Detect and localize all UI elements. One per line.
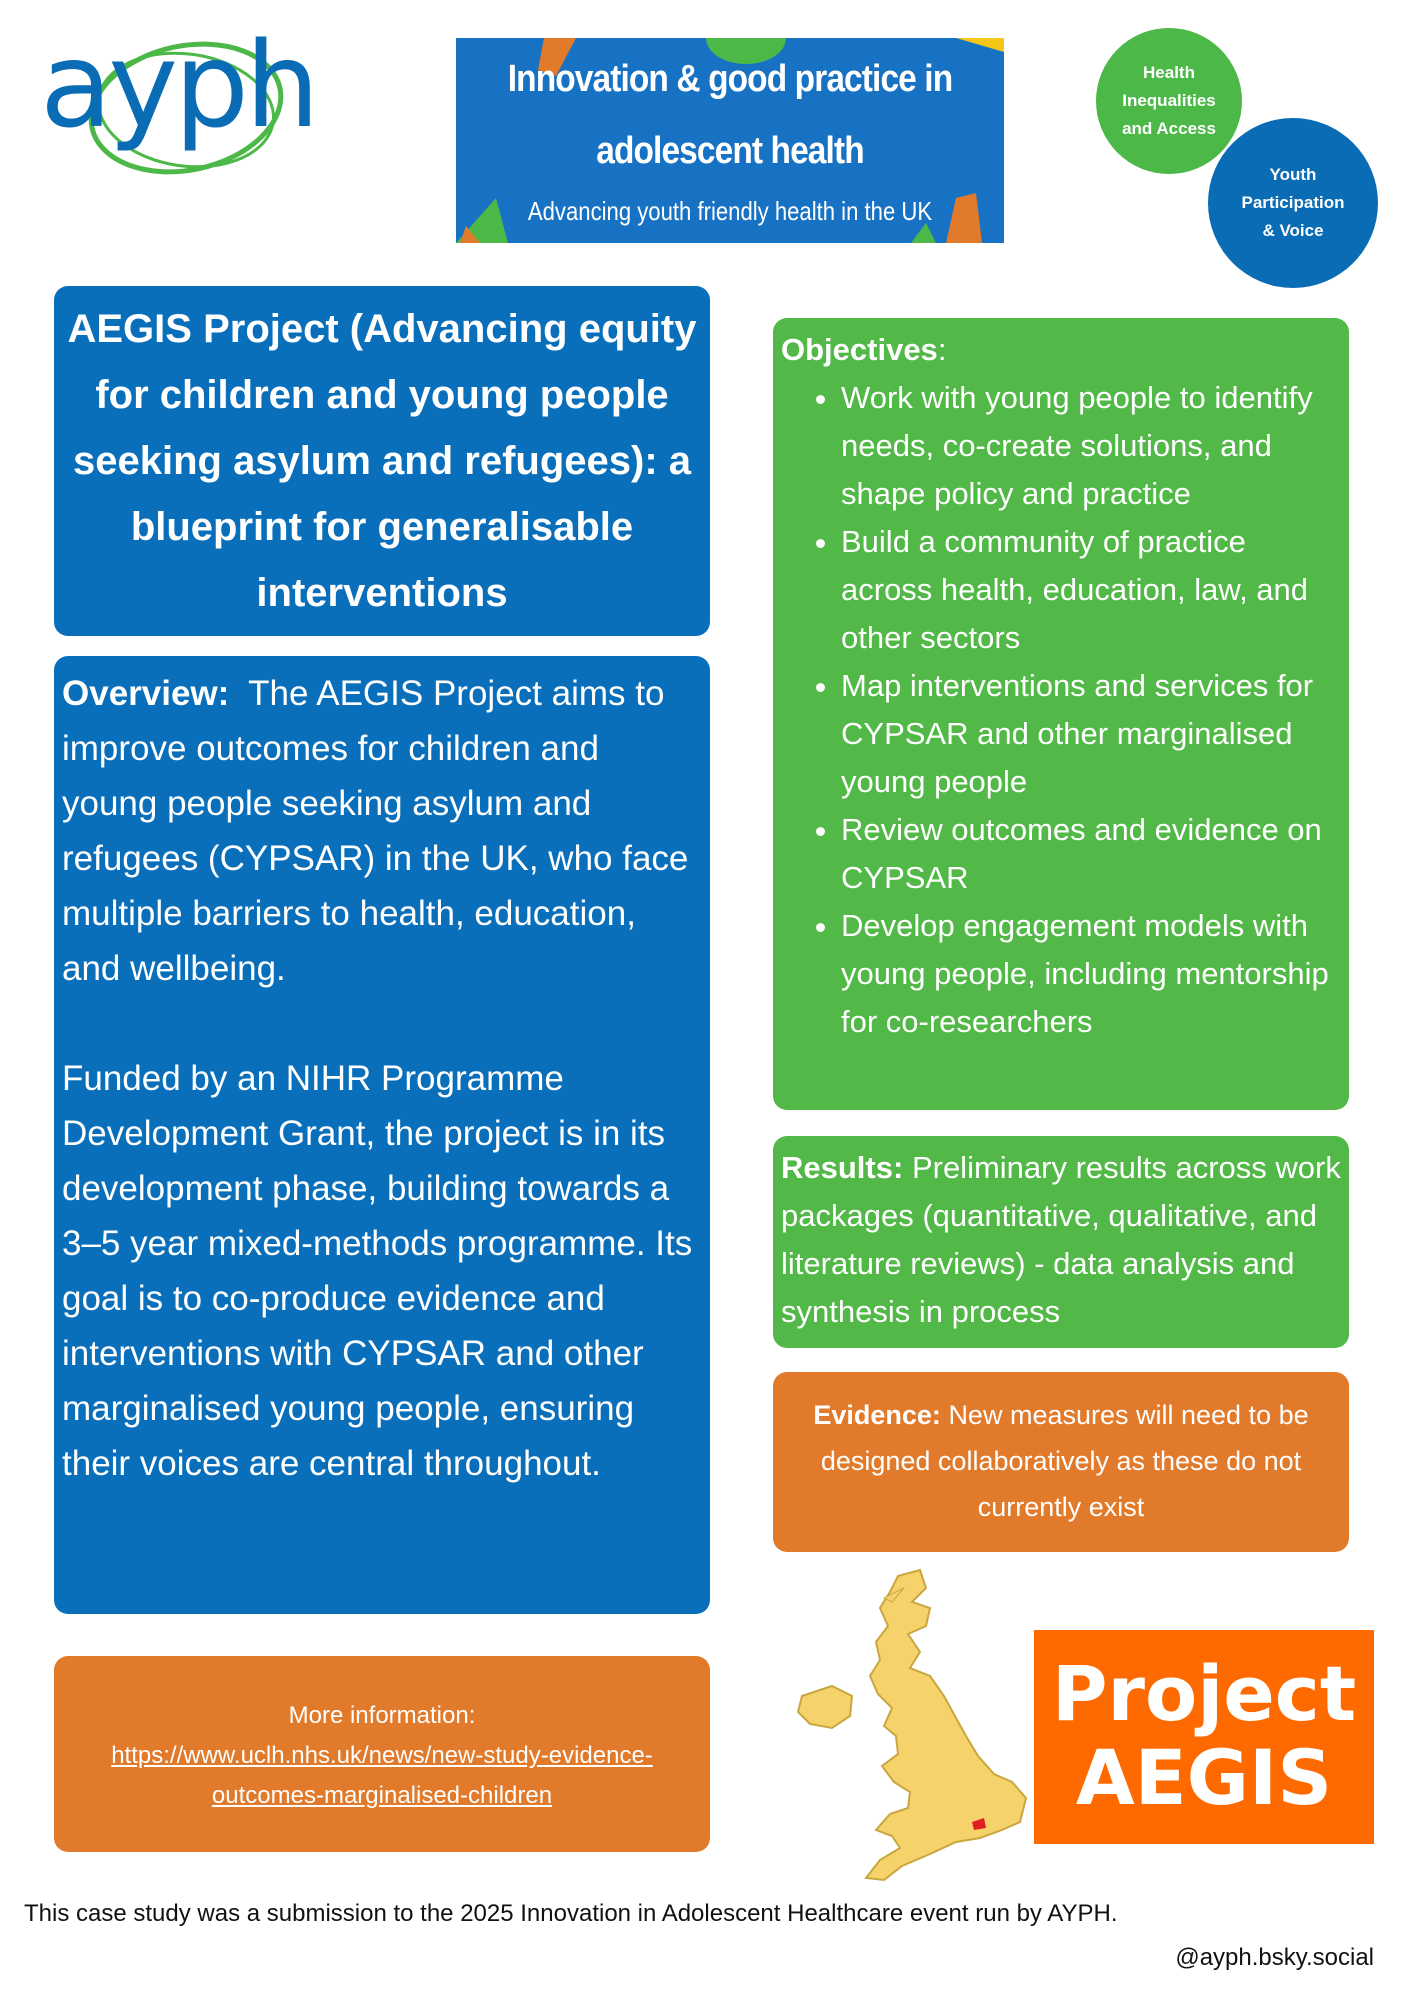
project-aegis-line2: AEGIS	[1075, 1733, 1333, 1822]
banner-subtitle: Advancing youth friendly health in the UK	[527, 196, 933, 226]
tag-health-inequalities	[1096, 28, 1242, 174]
social-handle: @ayph.bsky.social	[1175, 1944, 1374, 1971]
footer-text: This case study was a submission to the 2025 Innovation in Adolescent Healthcare event run by AYPH.	[24, 1900, 1118, 1927]
more-info-link-line2: outcomes-marginalised-children	[211, 1782, 553, 1809]
results-box	[773, 1136, 1349, 1348]
logo-text: ayph	[40, 16, 316, 154]
tag-green-line2: Inequalities	[1122, 91, 1216, 110]
tag-youth-participation	[1208, 118, 1378, 288]
list-item: • Review outcomes and evidence on CYPSAR	[841, 806, 1341, 902]
tag-green-line3: and Access	[1122, 119, 1216, 138]
more-info-box	[54, 1656, 710, 1852]
overview-funding-text: Funded by an NIHR Programme Development Grant, the project is in its development phase, building towards a 3–5 year mixed-methods programme. Its goal is to co-produce evidence and interventions with CYPSAR and other marginalised young people, ensuring their voices are central throughout.	[62, 1059, 693, 1483]
evidence-text: New measures will need to be designed collaboratively as these do not currently exist	[820, 1400, 1309, 1522]
list-item: • Build a community of practice across health, education, law, and other sectors	[841, 518, 1341, 662]
banner-title-line2: adolescent health	[596, 130, 864, 172]
more-info-link-line1: https://www.uclh.nhs.uk/news/new-study-evidence-	[111, 1742, 653, 1769]
list-item: • Work with young people to identify needs, co-create solutions, and shape policy and practice	[841, 374, 1341, 518]
list-item: • Map interventions and services for CYPSAR and other marginalised young people	[841, 662, 1341, 806]
tag-blue-line3: & Voice	[1262, 221, 1324, 240]
project-aegis-line1: Project	[1051, 1649, 1357, 1738]
evidence-box	[773, 1372, 1349, 1552]
list-item: • Develop engagement models with young people, including mentorship for co-researchers	[841, 902, 1341, 1046]
project-aegis-logo	[1034, 1630, 1374, 1844]
overview-label: Overview:	[62, 674, 230, 713]
objectives-heading	[781, 326, 1341, 374]
uk-map-icon	[780, 1568, 1040, 1900]
more-info-label: More information:	[288, 1702, 476, 1729]
more-info-link[interactable]	[111, 1742, 653, 1809]
objectives-box	[773, 318, 1349, 1110]
overview-box	[54, 656, 710, 1614]
event-banner	[456, 38, 1004, 243]
tag-green-line1: Health	[1143, 63, 1195, 82]
title-box	[54, 286, 710, 636]
objectives-label: Objectives	[781, 332, 938, 367]
overview-paragraph	[62, 666, 702, 996]
page-title: AEGIS Project (Advancing equity for children and young people seeking asylum and refugees): a blueprint for generalisable interventions	[67, 307, 697, 615]
objectives-list	[781, 374, 1341, 1046]
results-text: Preliminary results across work packages (quantitative, qualitative, and literature reviews) - data analysis and synthesis in process	[781, 1150, 1341, 1329]
overview-text: The AEGIS Project aims to improve outcomes for children and young people seeking asylum and refugees (CYPSAR) in the UK, who face multiple barriers to health, education, and wellbeing.	[62, 674, 689, 988]
results-label: Results:	[781, 1150, 904, 1185]
objectives-colon: :	[937, 332, 947, 367]
evidence-label: Evidence:	[813, 1400, 941, 1430]
tag-blue-line1: Youth	[1269, 165, 1317, 184]
ayph-logo	[36, 16, 326, 186]
uk-map	[780, 1568, 1040, 1900]
tag-blue-line2: Participation	[1241, 193, 1345, 212]
banner-title-line1: Innovation & good practice in	[507, 58, 953, 100]
